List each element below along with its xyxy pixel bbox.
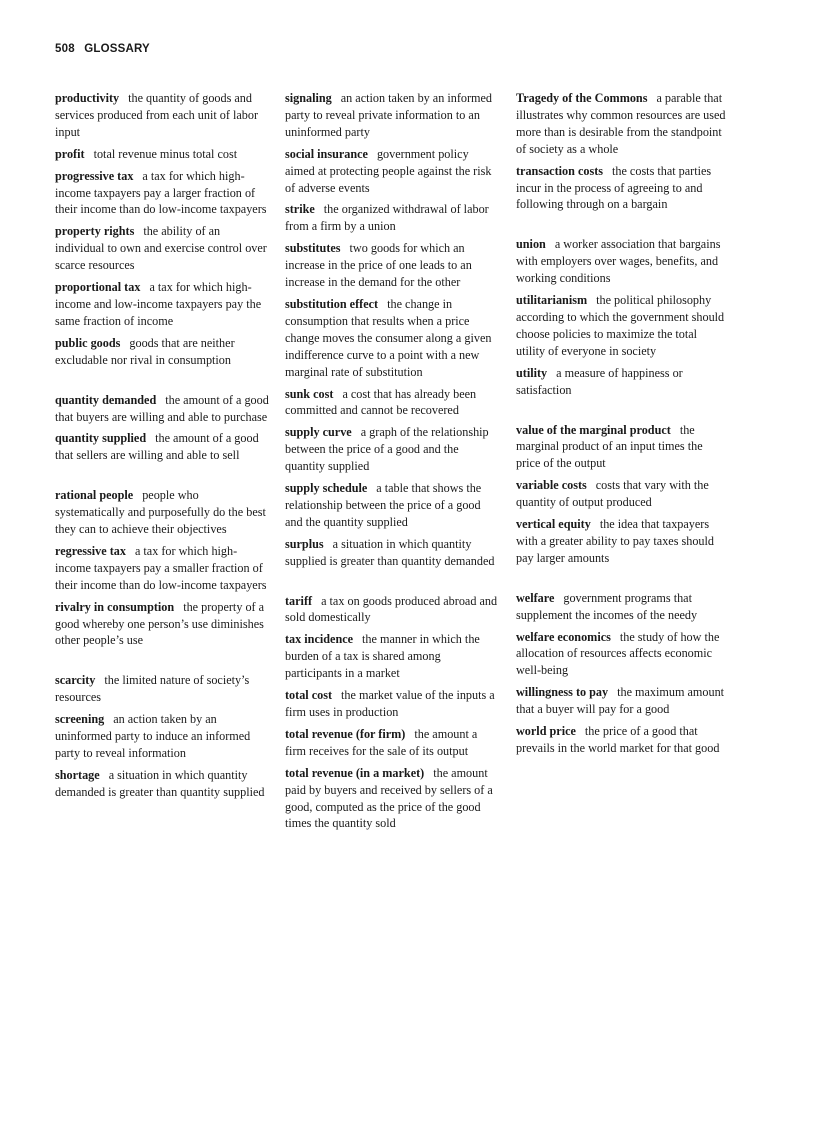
glossary-entry <box>285 765 499 833</box>
glossary-entry <box>55 672 269 706</box>
glossary-term: variable costs <box>516 478 587 493</box>
glossary-definition: the market value of the inputs a firm uses in production <box>285 688 495 719</box>
glossary-term: total revenue (in a market) <box>285 765 425 780</box>
glossary-term: willingness to pay <box>516 685 609 700</box>
glossary-entry <box>516 629 728 680</box>
glossary-term: tax incidence <box>285 632 354 647</box>
glossary-entry <box>55 168 269 219</box>
glossary-entry <box>516 365 728 399</box>
glossary-definition: a graph of the relationship between the price of a good and the quantity supplied <box>285 425 489 474</box>
glossary-definition: the maximum amount that a buyer will pay for a good <box>516 685 725 717</box>
glossary-entry <box>516 477 728 511</box>
glossary-entry <box>516 236 728 287</box>
glossary-term: strike <box>285 202 315 217</box>
glossary-definition: the ability of an individual to own and exercise control over scarce resources <box>55 224 267 273</box>
glossary-entry <box>55 767 269 801</box>
glossary-term: welfare <box>516 590 555 605</box>
glossary-entry <box>285 146 499 197</box>
glossary-term: supply curve <box>285 425 352 440</box>
glossary-entry <box>516 684 728 718</box>
glossary-term: union <box>516 237 546 252</box>
glossary-entry <box>55 223 269 274</box>
glossary-entry <box>285 201 499 235</box>
glossary-definition: a tax for which high-income taxpayers pay a larger fraction of their income than do low-income taxpayers <box>55 168 267 217</box>
glossary-entry <box>285 726 499 760</box>
glossary-definition: a measure of happiness or satisfaction <box>516 365 683 397</box>
glossary-entry <box>55 543 269 594</box>
glossary-term: vertical equity <box>516 517 591 532</box>
glossary-column-3 <box>516 90 728 762</box>
glossary-term: progressive tax <box>55 168 134 183</box>
glossary-entry <box>55 711 269 762</box>
glossary-entry <box>55 599 269 650</box>
glossary-term: rivalry in consumption <box>55 599 175 614</box>
glossary-entry <box>285 296 499 381</box>
glossary-entry <box>285 593 499 627</box>
glossary-term: quantity supplied <box>55 431 147 446</box>
glossary-definition: two goods for which an increase in the price of one leads to an increase in the demand for the other <box>285 241 472 290</box>
glossary-definition: the quantity of goods and services produced from each unit of labor input <box>55 91 259 139</box>
glossary-definition: a situation in which quantity demanded is greater than quantity supplied <box>55 767 265 799</box>
glossary-term: public goods <box>55 335 121 350</box>
glossary-definition: the amount a firm receives for the sale of its output <box>285 726 478 758</box>
glossary-entry <box>285 536 499 570</box>
glossary-term: utility <box>516 365 548 380</box>
glossary-definition: the study of how the allocation of resources affects economic well-being <box>516 629 720 678</box>
glossary-entry <box>516 163 728 214</box>
page-number: 508 <box>55 43 75 55</box>
glossary-entry <box>285 90 499 141</box>
glossary-definition: people who systematically and purposefully do the best they can to achieve their objectives <box>55 488 266 537</box>
glossary-term: transaction costs <box>516 163 603 178</box>
glossary-definition: a situation in which quantity supplied is greater than quantity demanded <box>285 536 495 568</box>
glossary-definition: the costs that parties incur in the process of agreeing to and following through on a bargain <box>516 163 712 212</box>
glossary-definition: government policy aimed at protecting people against the risk of adverse events <box>285 146 492 195</box>
glossary-entry <box>285 424 499 475</box>
glossary-definition: the marginal product of an input times the price of the output <box>516 422 703 471</box>
glossary-definition: the organized withdrawal of labor from a firm by a union <box>285 202 489 234</box>
section-title: GLOSSARY <box>84 43 150 55</box>
glossary-definition: the political philosophy according to which the government should choose policies to maximize the total utility of everyone in society <box>516 293 725 358</box>
glossary-definition: the amount of a good that buyers are willing and able to purchase <box>55 392 269 424</box>
glossary-term: tariff <box>285 593 313 608</box>
glossary-definition: costs that vary with the quantity of output produced <box>516 478 709 510</box>
glossary-entry <box>55 146 269 163</box>
glossary-term: screening <box>55 712 105 727</box>
glossary-term: total cost <box>285 688 333 703</box>
glossary-term: profit <box>55 146 85 161</box>
glossary-definition: the amount of a good that sellers are willing and able to sell <box>55 431 259 463</box>
glossary-entry <box>516 516 728 567</box>
glossary-entry <box>55 392 269 426</box>
glossary-term: property rights <box>55 224 135 239</box>
glossary-entry <box>516 590 728 624</box>
glossary-entry <box>55 90 269 141</box>
glossary-definition: a table that shows the relationship between the price of a good and the quantity supplied <box>285 481 482 529</box>
glossary-term: sunk cost <box>285 386 334 401</box>
glossary-column-1 <box>55 90 269 806</box>
glossary-definition: a parable that illustrates why common resources are used more than is desirable from the standpoint of society as a whole <box>516 91 726 156</box>
glossary-column-2 <box>285 90 499 837</box>
glossary-term: utilitarianism <box>516 293 588 308</box>
glossary-definition: an action taken by an uninformed party to induce an informed party to reveal information <box>55 712 251 760</box>
glossary-term: signaling <box>285 91 332 105</box>
glossary-definition: the limited nature of society’s resources <box>55 673 250 705</box>
glossary-definition: the price of a good that prevails in the world market for that good <box>516 724 720 755</box>
glossary-definition: a tax for which high-income and low-income taxpayers pay the same fraction of income <box>55 280 262 328</box>
glossary-term: substitutes <box>285 241 341 256</box>
glossary-entry <box>55 430 269 464</box>
glossary-entry <box>285 631 499 682</box>
glossary-entry <box>516 422 728 473</box>
running-header <box>55 43 150 55</box>
glossary-definition: the change in consumption that results when a price change moves the consumer along a given indifference curve to a point with a new marginal rate of substitution <box>285 296 492 379</box>
glossary-entry <box>285 687 499 721</box>
glossary-definition: total revenue minus total cost <box>93 146 238 161</box>
glossary-definition: government programs that supplement the incomes of the needy <box>516 590 698 622</box>
glossary-entry <box>516 292 728 360</box>
glossary-term: rational people <box>55 488 134 503</box>
glossary-term: surplus <box>285 536 324 551</box>
glossary-term: supply schedule <box>285 481 368 496</box>
glossary-term: Tragedy of the Commons <box>516 91 648 105</box>
glossary-term: regressive tax <box>55 543 126 558</box>
glossary-entry <box>285 480 499 531</box>
glossary-term: total revenue (for firm) <box>285 726 406 741</box>
glossary-entry <box>285 240 499 291</box>
glossary-entry <box>285 386 499 420</box>
glossary-definition: the manner in which the burden of a tax is shared among participants in a market <box>285 632 480 681</box>
glossary-definition: a tax on goods produced abroad and sold domestically <box>285 593 498 625</box>
glossary-entry <box>55 279 269 330</box>
glossary-term: productivity <box>55 91 120 105</box>
glossary-definition: the idea that taxpayers with a greater ability to pay taxes should pay larger amounts <box>516 517 714 565</box>
glossary-term: value of the marginal product <box>516 422 671 437</box>
glossary-term: social insurance <box>285 146 368 161</box>
glossary-term: world price <box>516 724 576 739</box>
glossary-term: substitution effect <box>285 296 379 311</box>
glossary-entry <box>55 487 269 538</box>
glossary-definition: the property of a good whereby one person’s use diminishes other people’s use <box>55 599 265 648</box>
glossary-term: welfare economics <box>516 629 611 644</box>
glossary-term: proportional tax <box>55 280 141 295</box>
glossary-term: quantity demanded <box>55 392 157 407</box>
glossary-term: shortage <box>55 767 100 782</box>
glossary-definition: a worker association that bargains with employers over wages, benefits, and working conditions <box>516 237 721 286</box>
glossary-definition: a tax for which high-income taxpayers pay a smaller fraction of their income than do low-income taxpayers <box>55 543 267 592</box>
glossary-entry <box>516 723 728 757</box>
glossary-entry <box>55 335 269 369</box>
glossary-term: scarcity <box>55 673 96 688</box>
glossary-definition: goods that are neither excludable nor rival in consumption <box>55 335 235 367</box>
glossary-definition: an action taken by an informed party to reveal private information to an uninformed party <box>285 91 493 139</box>
glossary-definition: the amount paid by buyers and received by sellers of a good, computed as the price of the good times the quantity sold <box>285 765 493 831</box>
glossary-entry <box>516 90 728 158</box>
glossary-definition: a cost that has already been committed and cannot be recovered <box>285 386 477 418</box>
